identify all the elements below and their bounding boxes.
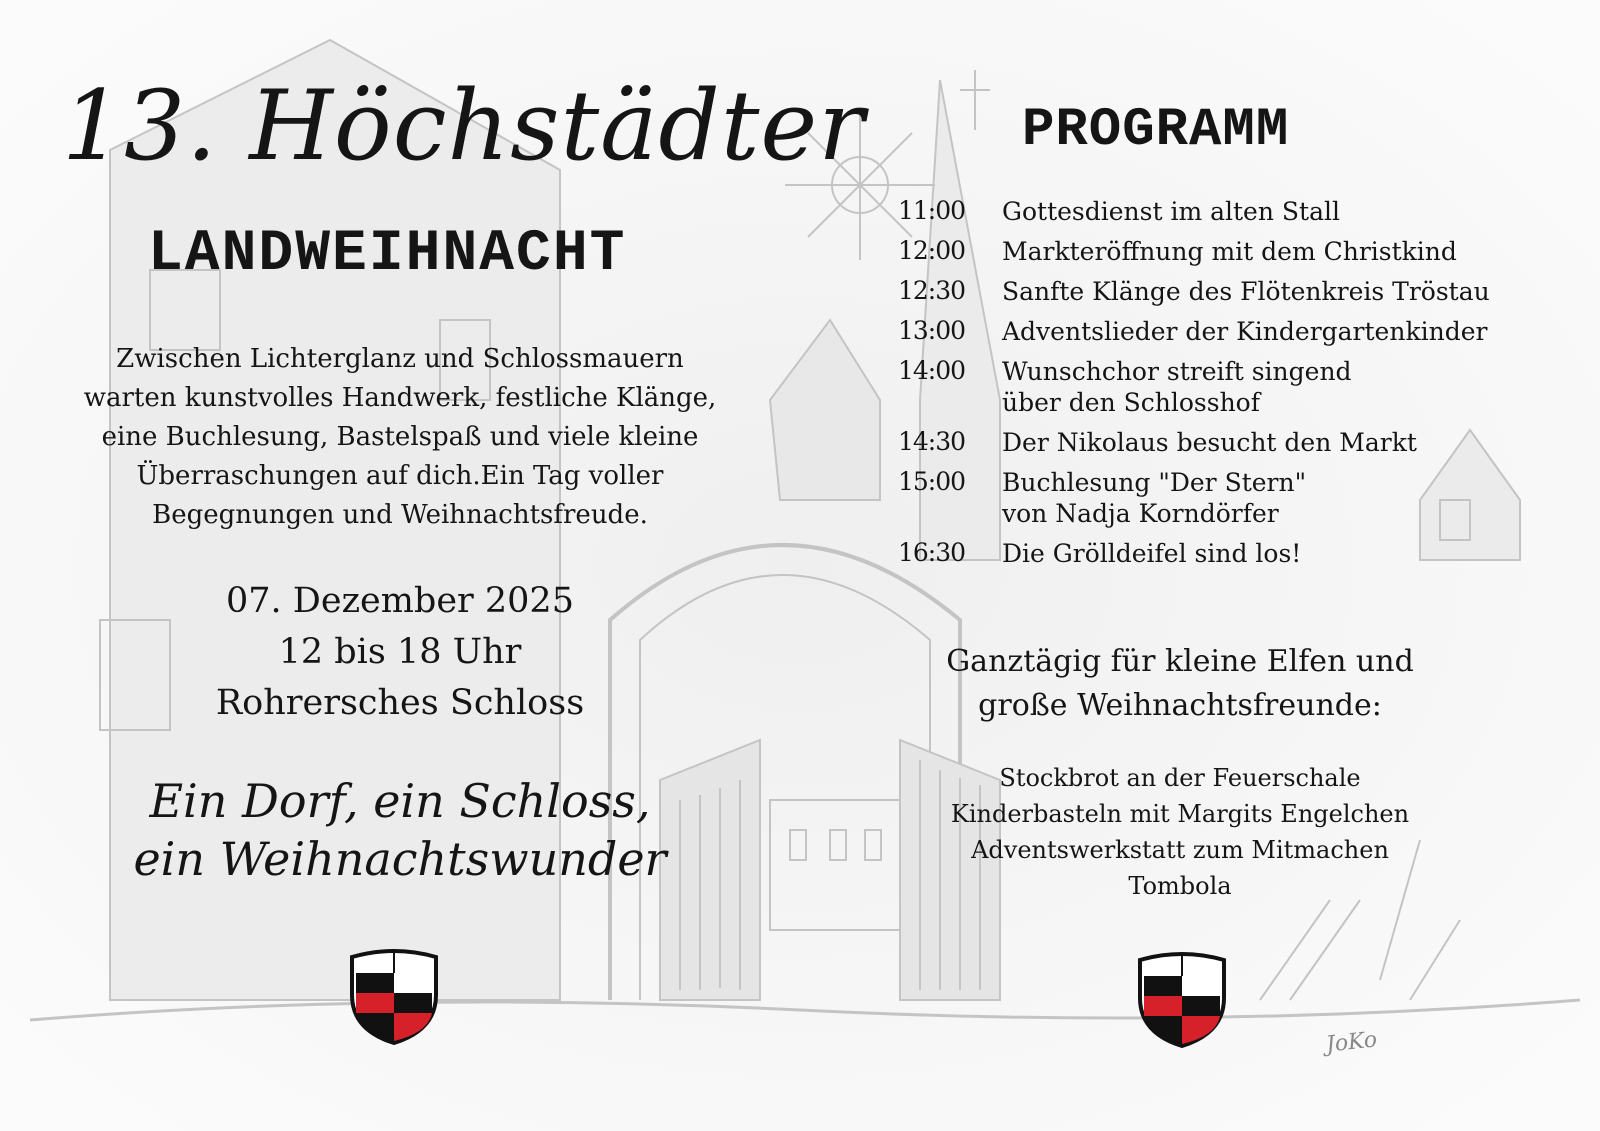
intro-line: Zwischen Lichterglanz und Schlossmauern xyxy=(116,344,684,374)
list-item: Adventswerkstatt zum Mitmachen xyxy=(971,836,1389,864)
intro-line: eine Buchlesung, Bastelspaß und viele kleine xyxy=(101,422,699,452)
allday-list xyxy=(900,760,1460,904)
program-activity: Adventslieder der Kindergartenkinder xyxy=(1002,317,1488,346)
program-activity: Sanfte Klänge des Flötenkreis Tröstau xyxy=(1002,277,1490,306)
list-item: Stockbrot an der Feuerschale xyxy=(999,764,1361,792)
artist-signature: JoKo xyxy=(1324,1027,1379,1058)
coat-of-arms-icon xyxy=(1132,948,1232,1048)
program-title: PROGRAMM xyxy=(1022,100,1290,161)
program-list xyxy=(898,196,1578,578)
program-activity: Die Grölldeifel sind los! xyxy=(1002,539,1302,568)
program-row xyxy=(898,356,1578,418)
program-time: 12:30 xyxy=(898,276,966,305)
allday-heading-line: Ganztägig für kleine Elfen und xyxy=(946,644,1414,679)
intro-line: Begegnungen und Weihnachtsfreude. xyxy=(152,500,648,530)
program-row xyxy=(898,276,1578,307)
program-activity: Buchlesung "Der Stern" von Nadja Korndörfer xyxy=(1002,468,1307,528)
allday-heading xyxy=(900,640,1460,728)
slogan-line: ein Weihnachtswunder xyxy=(133,832,667,886)
intro-text xyxy=(60,340,740,535)
program-row xyxy=(898,538,1578,569)
program-activity: Der Nikolaus besucht den Markt xyxy=(1002,428,1417,457)
program-row xyxy=(898,236,1578,267)
program-time: 11:00 xyxy=(898,196,966,225)
program-activity: Gottesdienst im alten Stall xyxy=(1002,197,1340,226)
program-row xyxy=(898,196,1578,227)
program-time: 14:00 xyxy=(898,356,966,385)
list-item: Kinderbasteln mit Margits Engelchen xyxy=(950,800,1410,828)
event-title: 13. Höchstädter xyxy=(62,70,866,182)
coat-of-arms-icon xyxy=(344,945,444,1045)
slogan xyxy=(110,772,690,888)
intro-line: warten kunstvolles Handwerk, festliche Klänge, xyxy=(83,383,717,413)
allday-heading-line: große Weihnachtsfreunde: xyxy=(978,688,1382,723)
slogan-line: Ein Dorf, ein Schloss, xyxy=(149,774,651,828)
program-activity: Markteröffnung mit dem Christkind xyxy=(1002,237,1457,266)
program-time: 13:00 xyxy=(898,316,966,345)
event-date: 07. Dezember 2025 xyxy=(226,581,574,621)
event-details xyxy=(100,576,700,729)
event-location: Rohrersches Schloss xyxy=(215,683,585,723)
program-row xyxy=(898,427,1578,458)
list-item: Tombola xyxy=(1128,872,1232,900)
program-activity: Wunschchor streift singend über den Schlosshof xyxy=(1002,357,1352,417)
intro-line: Überraschungen auf dich.Ein Tag voller xyxy=(136,461,664,491)
program-time: 16:30 xyxy=(898,538,966,567)
event-time: 12 bis 18 Uhr xyxy=(278,632,522,672)
program-row xyxy=(898,316,1578,347)
event-subtitle: LANDWEIHNACHT xyxy=(148,222,627,287)
program-time: 12:00 xyxy=(898,236,966,265)
program-time: 14:30 xyxy=(898,427,966,456)
program-row xyxy=(898,467,1578,529)
program-time: 15:00 xyxy=(898,467,966,496)
